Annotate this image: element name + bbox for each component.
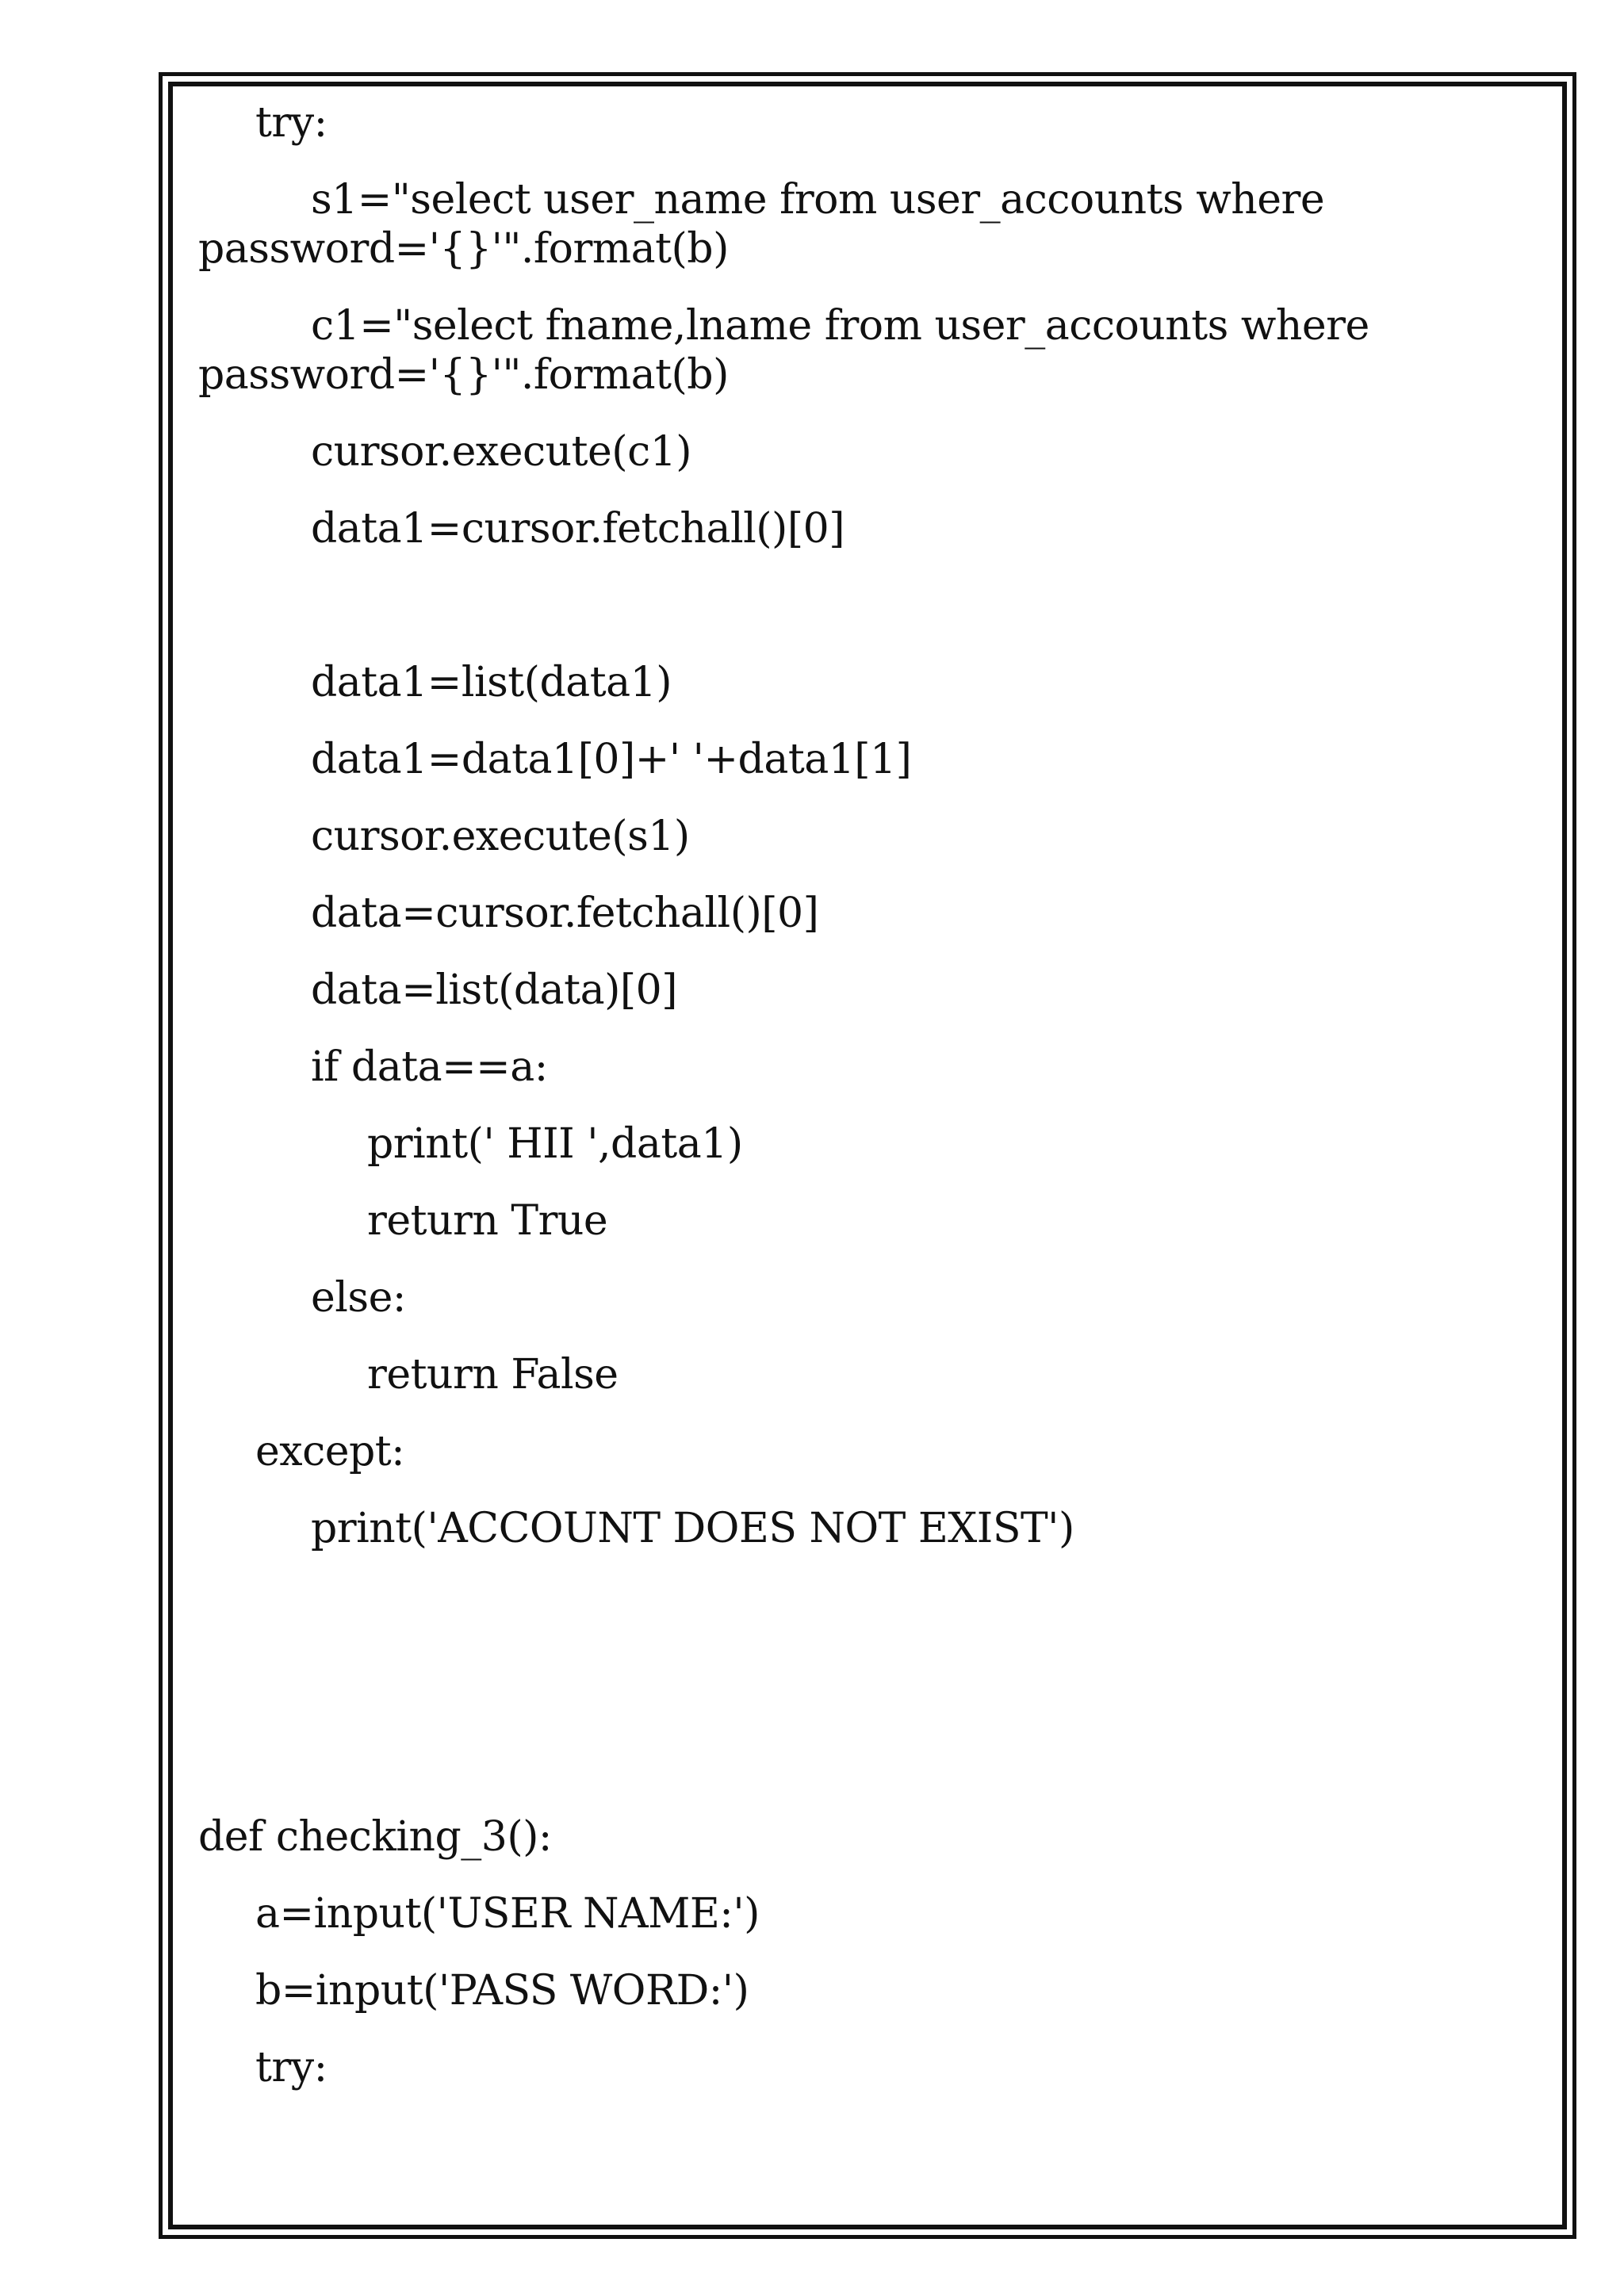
code-line: return False bbox=[367, 1351, 619, 1399]
code-line: a=input('USER NAME:') bbox=[255, 1890, 760, 1938]
code-line: data1=cursor.fetchall()[0] bbox=[311, 505, 845, 553]
code-line: except: bbox=[255, 1428, 405, 1475]
code-line: try: bbox=[255, 2044, 327, 2091]
code-line: else: bbox=[311, 1274, 406, 1322]
code-line: data1=data1[0]+' '+data1[1] bbox=[311, 736, 912, 783]
code-line: cursor.execute(c1) bbox=[311, 428, 692, 476]
code-line: password='{}'".format(b) bbox=[198, 351, 729, 399]
code-line: if data==a: bbox=[311, 1043, 548, 1091]
code-line: data=cursor.fetchall()[0] bbox=[311, 890, 819, 937]
code-line: print('ACCOUNT DOES NOT EXIST') bbox=[311, 1505, 1074, 1552]
code-line: b=input('PASS WORD:') bbox=[255, 1967, 749, 2015]
code-line: data=list(data)[0] bbox=[311, 966, 678, 1014]
code-line: s1="select user_name from user_accounts where bbox=[311, 176, 1325, 224]
code-line: return True bbox=[367, 1197, 608, 1245]
code-line: c1="select fname,lname from user_accounts where bbox=[311, 302, 1369, 350]
code-line: try: bbox=[255, 99, 327, 147]
code-line: data1=list(data1) bbox=[311, 659, 672, 706]
code-line: cursor.execute(s1) bbox=[311, 813, 690, 860]
code-listing bbox=[198, 0, 1546, 2296]
code-line: password='{}'".format(b) bbox=[198, 225, 729, 273]
code-line: def checking_3(): bbox=[198, 1813, 552, 1861]
code-line: print(' HII ',data1) bbox=[367, 1120, 743, 1168]
